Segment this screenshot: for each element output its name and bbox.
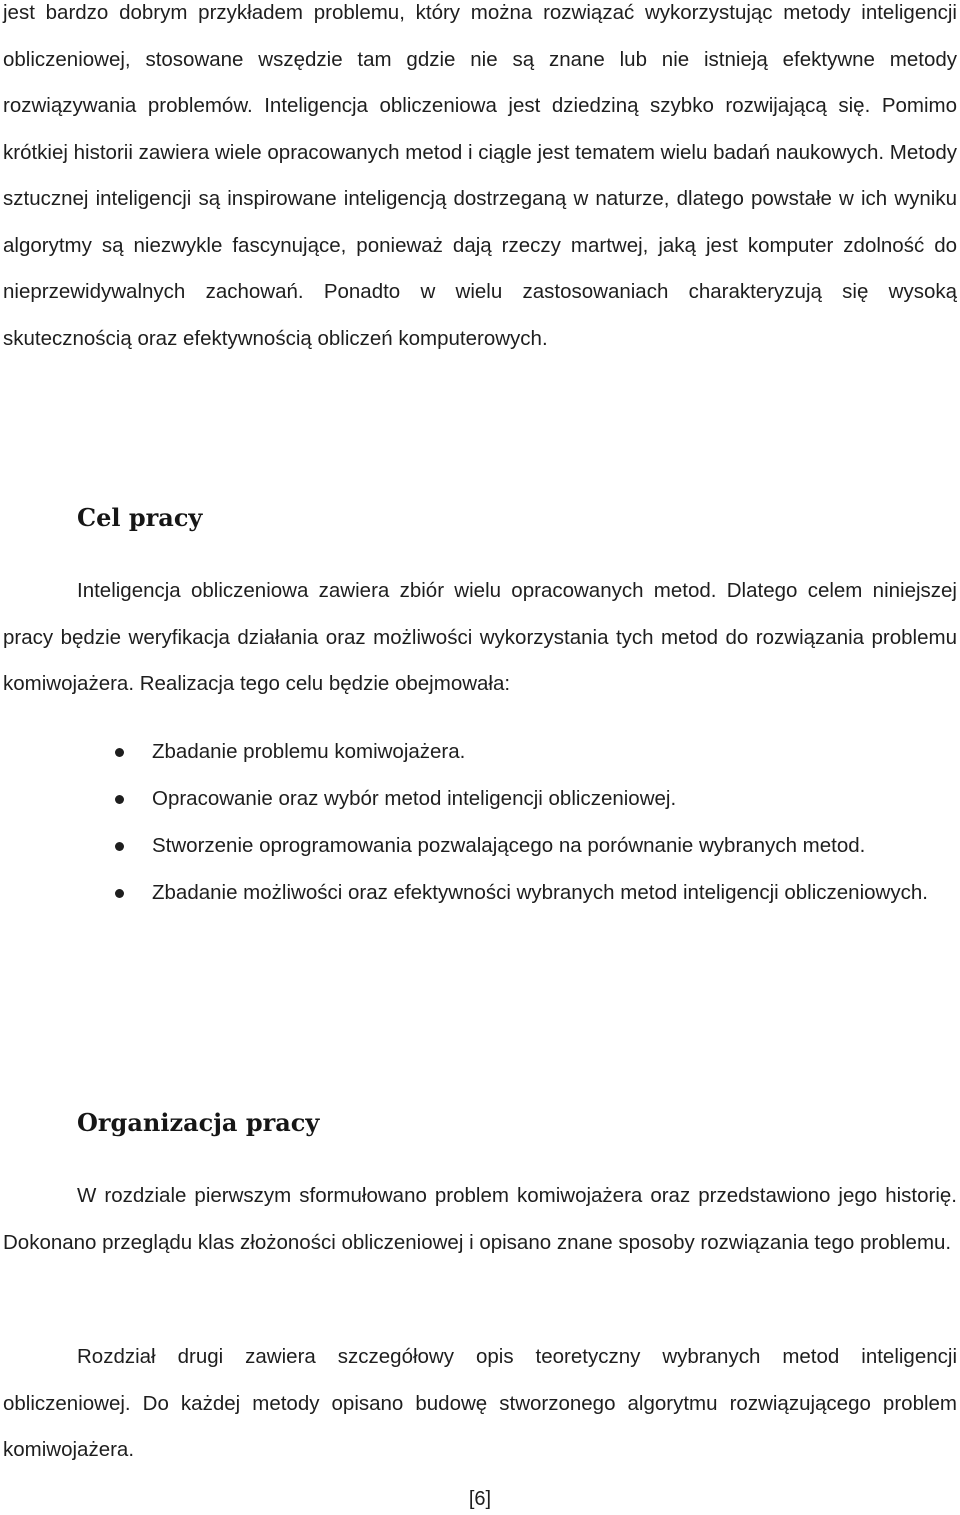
bullet-icon — [115, 889, 124, 898]
list-item-text: Opracowanie oraz wybór metod inteligencji obliczeniowej. — [152, 787, 677, 810]
goal-paragraph: Inteligencja obliczeniowa zawiera zbiór wielu opracowanych metod. Dlatego celem niniejszej pracy będzie weryfikacja działania oraz możliwości wykorzystania tych metod do rozwiązania problemu komiwojażera. Realizacja tego celu będzie obejmowała: — [3, 579, 957, 695]
goal-bullet-list — [0, 728, 960, 916]
bullet-icon — [115, 842, 124, 851]
list-item-text: Stworzenie oprogramowania pozwalającego na porównanie wybranych metod. — [152, 834, 866, 857]
list-item — [0, 822, 960, 869]
list-item-text: Zbadanie problemu komiwojażera. — [152, 740, 466, 763]
bullet-icon — [115, 795, 124, 804]
list-item — [0, 775, 960, 822]
section-heading-goal: Cel pracy — [77, 503, 203, 532]
list-item-text: Zbadanie możliwości oraz efektywności wybranych metod inteligencji obliczeniowych. — [152, 881, 928, 904]
section-heading-organization: Organizacja pracy — [77, 1108, 320, 1137]
organization-paragraph-1: W rozdziale pierwszym sformułowano problem komiwojażera oraz przedstawiono jego historię. Dokonano przeglądu klas złożoności obliczeniowej i opisano znane sposoby rozwiązania tego problemu. — [3, 1184, 957, 1254]
intro-paragraph: jest bardzo dobrym przykładem problemu, który można rozwiązać wykorzystując metody inteligencji obliczeniowej, stosowane wszędzie tam gdzie nie są znane lub nie istnieją efektywne metody rozwiązywania problemów. Inteligencja obliczeniowa jest dziedziną szybko rozwijającą się. Pomimo krótkiej historii zawiera wiele opracowanych metod i ciągle jest tematem wielu badań naukowych. Metody sztucznej inteligencji są inspirowane inteligencją dostrzeganą w naturze, dlatego powstałe w ich wyniku algorytmy są niezwykle fascynujące, ponieważ dają rzeczy martwej, jaką jest komputer zdolność do nieprzewidywalnych zachowań. Ponadto w wielu zastosowaniach charakteryzują się wysoką skutecznością oraz efektywnością obliczeń komputerowych. — [3, 1, 957, 350]
list-item — [0, 869, 960, 916]
page-number: [6] — [468, 1488, 492, 1510]
bullet-icon — [115, 748, 124, 757]
list-item — [0, 728, 960, 775]
organization-paragraph-2: Rozdział drugi zawiera szczegółowy opis teoretyczny wybranych metod inteligencji obliczeniowej. Do każdej metody opisano budowę stworzonego algorytmu rozwiązującego problem komiwojażera. — [3, 1345, 957, 1461]
